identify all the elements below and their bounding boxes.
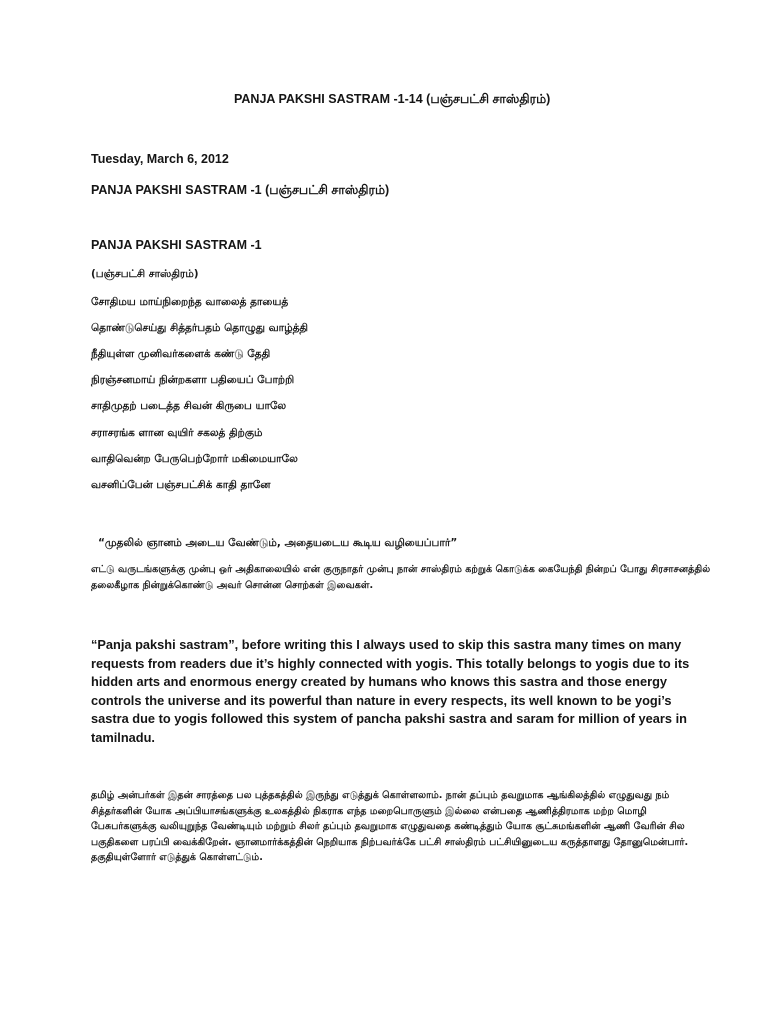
section-heading: PANJA PAKSHI SASTRAM -1 [91, 238, 262, 252]
section-subheading: (பஞ்சபட்சி சாஸ்திரம்) [91, 268, 199, 280]
verse-line: சாதிமுதற் படைத்த சிவன் கிருபை யாலே [91, 400, 287, 412]
verse-line: தொண்டுசெய்து சித்தர்பதம் தொழுது வாழ்த்தி [91, 322, 309, 334]
tamil-paragraph-2: தமிழ் அன்பர்கள் இதன் சாரத்தை பல புத்தகத்தில் இருந்து எடுத்துக் கொள்ளலாம். நான் தப்பும் தவறுமாக ஆங்கிலத்தில் எழுதுவது நம் சித்தர்களின் யோக அப்பியாசங்களுக்கு உலகத்தில் நிகராக எந்த மறைபொருளும் இல்லை என்பதை ஆணித்திரமாக மற்ற மொழி பேசுபர்களுக்கு வலியுறுந்த வேண்டியும் மற்றும் சிலர் தப்பும் தவறுமாக எழுதுவதை கண்டித்தும் யோக சூட்சுமங்களின் ஆணி வேரின் சில பகுதிகளை பரப்பி வைக்கிறேன். ஞானமார்க்கத்தின் நெறியாக நிற்பவர்க்கே பட்சி சாஸ்திரம் பட்சியினுடைய கருத்தாளது தோனுமென்பார். தகுதியுள்ளோர் எடுத்துக் கொள்ளட்டும். [91, 790, 689, 864]
post-title: PANJA PAKSHI SASTRAM -1 (பஞ்சபட்சி சாஸ்திரம்) [91, 183, 390, 197]
verse-line: நிரஞ்சனமாய் நின்றகளா பதியைப் போற்றி [91, 374, 295, 386]
verse-line: வாதிவென்ற பேருபெற்றோர் மகிமையாலே [91, 453, 298, 465]
tamil-paragraph-1: எட்டு வருடங்களுக்கு முன்பு ஒர் அதிகாலையில் என் குருநாதர் முன்பு நான் சாஸ்திரம் கற்றுக் கொடுக்க கையேந்தி நின்றப் போது சிரசாசனத்தில் தலைகீழாக நின்றுக்கொண்டு அவர் சொன்ன சொற்கள் இவைகள். [91, 564, 711, 591]
english-paragraph: “Panja pakshi sastram”, before writing this I always used to skip this sastra many times on many requests from readers due it’s highly connected with yogis. This totally belongs to yogis due to its hidden arts and enormous energy created by humans who knows this sastra and those energy controls the universe and its powerful than nature in every respects, its well known to be yogi’s sastra due to yogis followed this system of pancha pakshi sastra and saram for million of years in tamilnadu. [91, 637, 690, 745]
verse-line: நீதியுள்ள முனிவர்களைக் கண்டு தேதி [91, 348, 271, 360]
post-date: Tuesday, March 6, 2012 [91, 152, 229, 166]
document-title: PANJA PAKSHI SASTRAM -1-14 (பஞ்சபட்சி சாஸ்திரம்) [234, 92, 551, 106]
verse-line: சோதிமய மாய்நிறைந்த வாலைத் தாயைத் [91, 296, 289, 308]
verse-line: வசனிப்பேன் பஞ்சபட்சிக் காதி தானே [91, 479, 271, 491]
guru-quote: “முதலில் ஞானம் அடைய வேண்டும், அதையடைய கூடிய வழியைப்பார்” [98, 537, 458, 549]
verse-line: சராசரங்க ளான வுயிர் சகலத் திற்கும் [91, 427, 263, 439]
